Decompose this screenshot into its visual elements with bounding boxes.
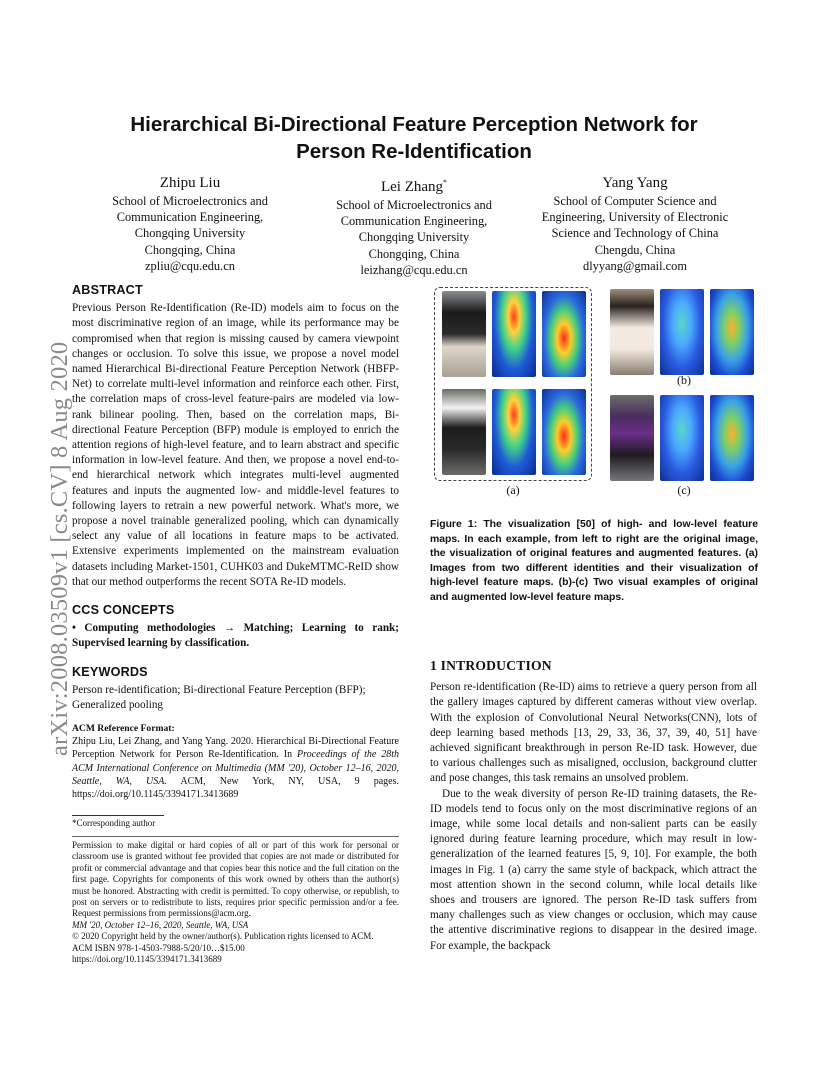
ccs-text: • Computing methodologies → Matching; Learning to rank; Supervised learning by classification. (72, 622, 399, 650)
intro-paragraph-2: Due to the weak diversity of person Re-ID training datasets, the Re-ID models tend to focus only on the most discriminative regions of an image, while some local details and non-salient parts can be easily ignored during feature learning procedure, which may result in low-generalization of the learned features [5, 9, 10]. For example, the both images in Fig. 1 (a) carry the same style of backpack, which attract the most attention shown in the second column, while local details like shoes and trousers are ignored. The person Re-ID task suffers from many challenges such as view changes or occlusion, which may cause the attentive discriminative regions to disappear in the desired image. For example, the backpack (430, 787, 757, 952)
author-affil-line: Chengdu, China (594, 242, 676, 257)
intro-paragraph-1: Person re-identification (Re-ID) aims to retrieve a query person from all the gallery images captured by different cameras without view overlap. With the explosion of Convolutional Neural Networks(CNN), lots of deep learning based methods [13, 29, 33, 36, 37, 39, 40, 51] have achieved significant breakthrough in person Re-ID task. However, due to various challenges such as misaligned, occlusion, background clutter and pose changes, this task remains an unsolved problem. (430, 681, 757, 785)
author-affil-line: Communication Engineering, (340, 214, 488, 229)
person-image-b (610, 289, 654, 375)
permission-doi: https://doi.org/10.1145/3394171.3413689 (72, 954, 222, 965)
author-affil-line: School of Computer Science and (553, 194, 717, 208)
corresponding-mark: * (443, 178, 448, 187)
right-column (430, 658, 757, 954)
intro-heading: 1 INTRODUCTION (430, 658, 552, 673)
author-name: Yang Yang (602, 175, 668, 191)
author-affil-line: Chongqing, China (144, 242, 236, 257)
author-name: Lei Zhang (380, 179, 444, 195)
heatmap-augmented-b (710, 289, 754, 375)
permission-copyright: © 2020 Copyright held by the owner/author(s). Publication rights licensed to ACM. (72, 931, 374, 942)
heatmap-augmented-a2 (542, 389, 586, 475)
author-affil-line: Chongqing University (358, 230, 470, 245)
figure-1-caption: Figure 1: The visualization [50] of high- and low-level feature maps. In each example, from left to right are the original image, the visualization of original features and augmented features. (a) Images from two different identities and their visualization of high-level feature maps. (b)-(c) Two visual examples of original and augmented low-level feature maps. (430, 519, 758, 603)
author-affil-line: School of Microelectronics and (336, 198, 492, 212)
heatmap-original-a2 (492, 389, 536, 475)
figure-label-a: (a) (506, 483, 520, 497)
heatmap-original-b (660, 289, 704, 375)
ccs-heading: CCS CONCEPTS (72, 603, 175, 618)
author-affil-line: Chongqing University (134, 226, 246, 241)
author-affil-line: School of Microelectronics and (112, 194, 268, 208)
author-name: Zhipu Liu (159, 175, 221, 191)
footnote: *Corresponding author (72, 818, 156, 828)
acm-ref-heading: ACM Reference Format: (72, 723, 175, 735)
permission-block (72, 840, 399, 965)
author-1 (100, 173, 280, 274)
author-block (70, 173, 758, 277)
acm-ref-text (72, 735, 399, 801)
paper-title (70, 111, 758, 165)
figure-label-c: (c) (677, 483, 691, 497)
author-affil-line: Science and Technology of China (551, 226, 719, 241)
person-image-c (610, 395, 654, 481)
arxiv-id: arXiv:2008.03509v1 [cs.CV] 8 Aug 2020 (46, 341, 73, 756)
title-line-2: Person Re-Identification (296, 140, 532, 163)
acm-ref-plain: Zhipu Liu, Lei Zhang, and Yang Yang. 2020. Hierarchical Bi-Directional Feature Perception Network for Person Re-Identification. In (72, 736, 399, 761)
person-image-a2 (442, 389, 486, 475)
left-column (72, 283, 399, 801)
figure-label-b: (b) (677, 373, 691, 387)
acm-ref-italic: Proceedings of the 28th ACM International Conference on Multimedia (MM '20), October 12–16, 2020, Seattle, WA, USA. (72, 749, 399, 787)
permission-text: Permission to make digital or hard copies of all or part of this work for personal or classroom use is granted without fee provided that copies are not made or distributed for profit or commercial advantage and that copies bear this notice and the full citation on the first page. Copyrights for components of this work owned by others than the author(s) must be honored. Abstracting with credit is permitted. To copy otherwise, or republish, to post on servers or to redistribute to lists, requires prior specific permission and/or a fee. Request permissions from permissions@acm.org. (72, 840, 399, 919)
author-email: dlyyang@gmail.com (583, 258, 687, 273)
heatmap-augmented-c (710, 395, 754, 481)
abstract-text: Previous Person Re-Identification (Re-ID) models aim to focus on the most discriminative region of an image, while its performance may be compromised when that region is missing caused by camera viewpoint changes or occlusion. To solve this issue, we propose a novel model named Hierarchical Bi-directional Feature Perception Network (HBFP-Net) to correlate multi-level information and reinforce each other. First, the correlation maps of cross-level feature-pairs are modeled via low-rank bilinear pooling. Then, based on the correlation maps, Bi-directional Feature Perception (BFP) module is employed to enrich the attention regions of high-level feature, and to learn abstract and specific information in low-level feature. And then, we propose a novel end-to-end hierarchical network which integrates multi-level augmented features and inputs the augmented low- and middle-level features to following layers to retrain a new powerful network. What's more, we propose a novel trainable generalized pooling, which can dynamically select any value of all locations in feature maps to be activated. Extensive experiments implemented on the mainstream evaluation datasets including Market-1501, CUHK03 and DukeMTMC-ReID show that our method outperforms the recent SOTA Re-ID models. (72, 302, 399, 588)
acm-ref-tail: ACM, New York, NY, USA, 9 pages. https://doi.org/10.1145/3394171.3413689 (72, 775, 399, 801)
permission-rule (72, 836, 399, 837)
person-image-a1 (442, 291, 486, 377)
permission-venue: MM '20, October 12–16, 2020, Seattle, WA, USA (72, 919, 249, 930)
author-email: zpliu@cqu.edu.cn (145, 258, 235, 273)
permission-isbn: ACM ISBN 978-1-4503-7988-5/20/10…$15.00 (72, 942, 245, 953)
author-affil-line: Engineering, University of Electronic (541, 210, 729, 225)
figure-1 (430, 285, 758, 503)
heatmap-original-a1 (492, 291, 536, 377)
author-affil-line: Communication Engineering, (116, 210, 264, 225)
heatmap-augmented-a1 (542, 291, 586, 377)
author-3 (530, 173, 740, 274)
author-affil-line: Chongqing, China (368, 246, 460, 261)
heatmap-original-c (660, 395, 704, 481)
footnote-rule (72, 815, 164, 816)
keywords-text: Person re-identification; Bi-directional Feature Perception (BFP); Generalized pooling (72, 683, 366, 712)
keywords-heading: KEYWORDS (72, 664, 148, 679)
author-email: leizhang@cqu.edu.cn (360, 262, 468, 277)
abstract-heading: ABSTRACT (72, 283, 143, 297)
arxiv-stamp (18, 286, 73, 756)
title-line-1: Hierarchical Bi-Directional Feature Perception Network for (130, 113, 698, 136)
author-2 (324, 173, 504, 278)
